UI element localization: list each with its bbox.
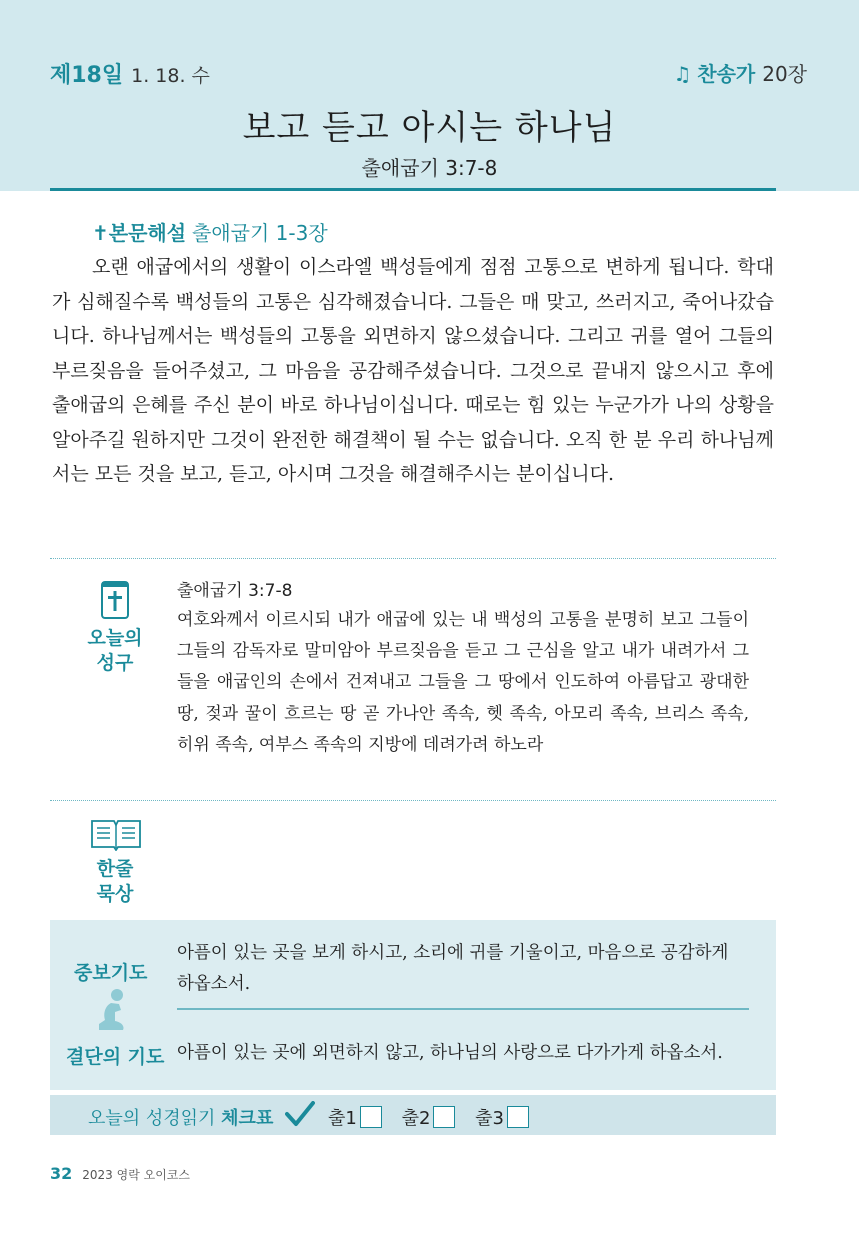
intercession-text: 아픔이 있는 곳을 보게 하시고, 소리에 귀를 기울이고, 마음으로 공감하게 하옵소서. [177, 943, 729, 994]
checklist-item [328, 1104, 382, 1130]
checklist-label-prefix: 오늘의 성경읽기 [88, 1108, 216, 1129]
checklist-item-label: 출3 [475, 1108, 504, 1129]
verse-reference: 출애굽기 3:7-8 [177, 581, 293, 601]
publication-name: 2023 영락 오이코스 [82, 1168, 190, 1182]
section-divider [50, 558, 776, 559]
explanation-label: 본문해설 [108, 221, 187, 245]
checklist-item-label: 출2 [401, 1108, 431, 1129]
checkbox[interactable] [507, 1106, 529, 1128]
page-title: 보고 듣고 아시는 하나님 [242, 108, 617, 148]
checklist-label [88, 1104, 273, 1130]
day-heading [50, 58, 210, 89]
explanation-heading [92, 217, 328, 246]
checklist-items [328, 1104, 543, 1130]
explanation-text: 오랜 애굽에서의 생활이 이스라엘 백성들에게 점점 고통으로 변하게 됩니다. 학대가 심해질수록 백성들의 고통은 심각해졌습니다. 그들은 매 맞고, 쓰러지고, 죽어나갔습니다. 하나님께서는 백성들의 고통을 외면하지 않으셨습니다. 그리고 귀를 열어 그들의 부르짖음을 들어주셨고, 그 마음을 공감해주셨습니다. 그것으로 끝내지 않으시고 후에 출애굽의 은혜를 주신 분이 바로 하나님이십니다. 때로는 힘 있는 누군가가 나의 상황을 알아주길 원하지만 그것이 완전한 해결책이 될 수는 없습니다. 오직 한 분 우리 하나님께서는 모든 것을 보고, 듣고, 아시며 그것을 해결해주시는 분이십니다. [52, 256, 774, 485]
explanation-chapters: 출애굽기 1-3장 [192, 221, 328, 245]
open-book-icon [89, 815, 143, 851]
meditation-label-line1: 한줄 [96, 858, 134, 880]
cross-icon: ✝ [92, 221, 109, 245]
page-header [0, 0, 859, 191]
meditation-label [76, 857, 154, 907]
page-number: 32 [50, 1164, 73, 1183]
hymn-number: 20장 [762, 62, 807, 86]
checklist-item [475, 1104, 529, 1130]
intercession-label: 중보기도 [74, 962, 148, 984]
praying-person-icon [95, 988, 131, 1034]
bible-cross-icon [101, 581, 129, 619]
checkmark-icon [285, 1101, 315, 1127]
decision-prayer-text: 아픔이 있는 곳에 외면하지 않고, 하나님의 사랑으로 다가가게 하옵소서. [177, 1043, 723, 1063]
header-divider [50, 188, 776, 191]
hymn-info [673, 58, 807, 87]
checkbox[interactable] [433, 1106, 455, 1128]
checklist-item [402, 1104, 456, 1130]
section-divider [50, 800, 776, 801]
date: 1. 18. 수 [131, 65, 210, 87]
page-footer [50, 1164, 190, 1183]
verse-label-line2: 성구 [96, 652, 134, 674]
music-note-icon: ♫ [673, 62, 692, 86]
reading-checklist [50, 1095, 776, 1135]
verse-text: 여호와께서 이르시되 내가 애굽에 있는 내 백성의 고통을 분명히 보고 그들이 그들의 감독자로 말미암아 부르짖음을 듣고 그 근심을 알고 내가 내려가서 그들을 애굽인의 손에서 건져내고 그들을 그 땅에서 인도하여 아름답고 광대한 땅, 젖과 꿀이 흐르는 땅 곧 가나안 족속, 헷 족속, 아모리 족속, 브리스 족속, 히위 족속, 여부스 족속의 지방에 데려가려 하노라 [177, 610, 749, 755]
checkbox[interactable] [360, 1106, 382, 1128]
verse-label-line1: 오늘의 [87, 627, 143, 649]
checklist-item-label: 출1 [328, 1108, 357, 1129]
prayer-box [50, 920, 776, 1090]
day-label: 제18일 [50, 63, 124, 88]
verse-label [76, 626, 154, 676]
checklist-label-bold: 체크표 [221, 1108, 274, 1129]
scripture-reference: 출애굽기 3:7-8 [361, 156, 498, 180]
decision-prayer-label: 결단의 기도 [66, 1046, 165, 1068]
meditation-label-line2: 묵상 [96, 883, 134, 905]
prayer-divider [177, 1008, 749, 1010]
hymn-label: 찬송가 [697, 62, 756, 86]
